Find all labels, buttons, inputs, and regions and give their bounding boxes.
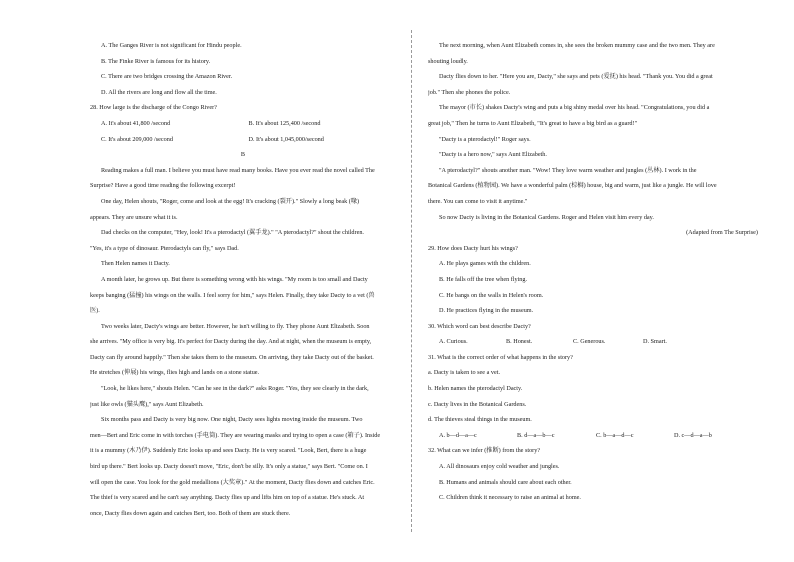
paragraph-6-line-3: Dacty can fly around happily." Then she takes them to the museum. On arriving, they take Dacty out of the basket.	[90, 353, 374, 361]
q30-option-d: D. Smart.	[643, 338, 667, 346]
paragraph-8-line-2: men—Bert and Eric come in with torches (手电筒). They are wearing masks and trying to open a case (箱子). Inside	[90, 431, 381, 439]
paragraph-13: "Dacty is a hero now," says Aunt Elizabeth.	[439, 151, 547, 159]
q30-option-c: C. Generous.	[573, 338, 606, 346]
paragraph-5-line-2: keeps banging (猛撞) his wings on the walls. I feel sorry for him," says Helen. Finally, they take Dacty to a vet (兽	[90, 291, 375, 299]
q28-option-a: A. It's about 41,800 /second	[101, 119, 171, 127]
paragraph-4: Then Helen names it Dacty.	[101, 260, 170, 268]
q31-statement-b: b. Helen names the pterodactyl Dacty.	[428, 385, 523, 393]
paragraph-8-line-4: bird up there." Bert looks up. Dacty doesn't move, "Eric, don't be silly. It's only a statue," says Bert. "Come on. I	[90, 463, 368, 471]
q31-option-d: D. c—d—a—b	[674, 431, 712, 439]
q27-option-b: B. The Finke River is famous for its history.	[101, 57, 211, 65]
paragraph-5-line-3: 医).	[90, 307, 100, 315]
paragraph-10-line-1: Dacty flies down to her. "Here you are, Dacty," she says and pets (爱抚) his head. "Thank you. You did a great	[439, 73, 713, 81]
q29-option-b: B. He falls off the tree when flying.	[439, 275, 528, 283]
paragraph-2-line-2: appears. They are unsure what it is.	[90, 213, 178, 221]
paragraph-14-line-2: Botanical Gardens (植物园). We have a wonderful palm (棕榈) house, big and warm, just like a jungle. He will love	[428, 182, 717, 190]
paragraph-14-line-3: there. You can come to visit it anytime."	[428, 197, 528, 205]
paragraph-9-line-1: The next morning, when Aunt Elizabeth comes in, she sees the broken mummy case and the two men. They are	[439, 42, 715, 49]
q32-option-c: C. Children think it necessary to raise an animal at home.	[439, 494, 581, 502]
paragraph-8-line-7: once, Dacty flies down again and catches Bert, too. Both of them are stuck there.	[90, 509, 291, 517]
q28-options-row-2	[90, 132, 396, 148]
q31-option-b: B. d—a—b—c	[517, 431, 555, 439]
column-divider	[411, 30, 412, 532]
paragraph-5-line-1: A month later, he grows up. But there is something wrong with his wings. "My room is too small and Dacty	[101, 275, 368, 283]
q29-option-d: D. He practices flying in the museum.	[439, 307, 534, 315]
paragraph-2-line-1: One day, Helen shouts, "Roger, come and look at the egg! It's cracking (裂开)." Slowly a long beak (喙)	[101, 197, 360, 205]
q28-options-row-1	[90, 116, 396, 132]
q28-option-c: C. It's about 209,000 /second	[101, 135, 173, 143]
paragraph-8-line-1: Six months pass and Dacty is very big now. One night, Dacty sees lights moving inside the museum. Two	[101, 416, 363, 424]
source-note: (Adapted from The Surprise)	[686, 229, 758, 237]
paragraph-6-line-2: she arrives. "My office is very big. It's perfect for Dacty during the day. And at night, when the museum is empty,	[90, 338, 372, 346]
q30-options-row	[428, 334, 758, 350]
paragraph-3-line-2: "Yes, it's a type of dinosaur. Pterodactyls can fly," says Dad.	[90, 244, 239, 252]
q28-option-b: B. It's about 125,400 /second	[248, 119, 321, 127]
q31-option-a: A. b—d—a—c	[439, 431, 477, 439]
q27-option-c: C. There are two bridges crossing the Amazon River.	[101, 73, 233, 81]
section-heading: B	[240, 151, 246, 159]
q32-option-b: B. Humans and animals should care about each other.	[439, 478, 572, 486]
right-column	[428, 38, 758, 506]
q29-option-a: A. He plays games with the children.	[439, 260, 531, 268]
paragraph-6-line-4: He stretches (伸展) his wings, flies high and lands on a stone statue.	[90, 369, 260, 377]
q30-option-b: B. Honest.	[506, 338, 533, 346]
paragraph-6-line-1: Two weeks later, Dacty's wings are better. However, he isn't willing to fly. They phone Aunt Elizabeth. Soon	[101, 322, 370, 330]
q29-option-c: C. He bangs on the walls in Helen's room.	[439, 291, 544, 299]
paragraph-8-line-6: The thief is very scared and he can't say anything. Dacty flies up and lifts him on top of a statue. He's stuck. At	[90, 494, 365, 502]
q27-option-d: D. All the rivers are long and flow all the time.	[101, 88, 217, 96]
question-29: 29. How does Dacty hurt his wings?	[428, 244, 518, 252]
q32-option-a: A. All dinosaurs enjoy cold weather and jungles.	[439, 463, 560, 471]
paragraph-11-line-2: great job," Then he turns to Aunt Elizabeth, "It's great to have a big bird as a guard!"	[428, 119, 638, 127]
paragraph-3-line-1: Dad checks on the computer, "Hey, look! It's a pterodactyl (翼手龙)." "A pterodactyl?" shout the children.	[101, 229, 364, 237]
question-30: 30. Which word can best describe Dacty?	[428, 322, 531, 330]
question-31: 31. What is the correct order of what happens in the story?	[428, 353, 573, 361]
paragraph-7-line-2: just like owls (猫头鹰)," says Aunt Elizabeth.	[90, 400, 204, 408]
question-28: 28. How large is the discharge of the Congo River?	[90, 104, 217, 112]
paragraph-11-line-1: The mayor (市长) shakes Dacty's wing and puts a big shiny medal over his head. "Congratulations, you did a	[439, 104, 710, 112]
paragraph-1-line-1: Reading makes a full man. I believe you must have read many books. Have you ever read the novel called The	[101, 166, 375, 174]
q30-option-a: A. Curious.	[439, 338, 468, 346]
paragraph-15: So now Dacty is living in the Botanical Gardens. Roger and Helen visit him every day.	[439, 213, 654, 221]
q31-options-row	[428, 428, 758, 444]
paragraph-14-line-1: "A pterodactyl?" shouts another man. "Wow! They love warm weather and jungles (丛林). I work in the	[439, 166, 697, 174]
paragraph-7-line-1: "Look, he likes here," shouts Helen. "Can he see in the dark?" asks Roger. "Yes, they see clearly in the dark,	[101, 385, 369, 393]
paragraph-9-line-2: shouting loudly.	[428, 57, 468, 65]
paragraph-10-line-2: job." Then she phones the police.	[428, 88, 511, 96]
left-column	[90, 38, 396, 521]
paragraph-12: "Dacty is a pterodactyl!" Roger says.	[439, 135, 531, 143]
q28-option-d: D. It's about 1,045,000/second	[248, 135, 324, 143]
q31-statement-c: c. Dacty lives in the Botanical Gardens.	[428, 400, 527, 408]
q31-option-c: C. b—a—d—c	[596, 431, 634, 439]
question-32: 32. What can we infer (推断) from the story?	[428, 447, 541, 455]
paragraph-8-line-5: will open the case. You look for the gold medallions (大奖章)." At the moment, Dacty flies down and catches Eric.	[90, 478, 375, 486]
q27-option-a: A. The Ganges River is not significant for Hindu people.	[101, 42, 242, 49]
q31-statement-a: a. Dacty is taken to see a vet.	[428, 369, 500, 377]
q31-statement-d: d. The thieves steal things in the museum.	[428, 416, 532, 424]
paragraph-8-line-3: it is a mummy (木乃伊). Suddenly Eric looks up and sees Dacty. He is very scared. "Look, Bert, there is a huge	[90, 447, 367, 455]
paragraph-1-line-2: Surprise? Have a good time reading the following excerpt!	[90, 182, 236, 190]
